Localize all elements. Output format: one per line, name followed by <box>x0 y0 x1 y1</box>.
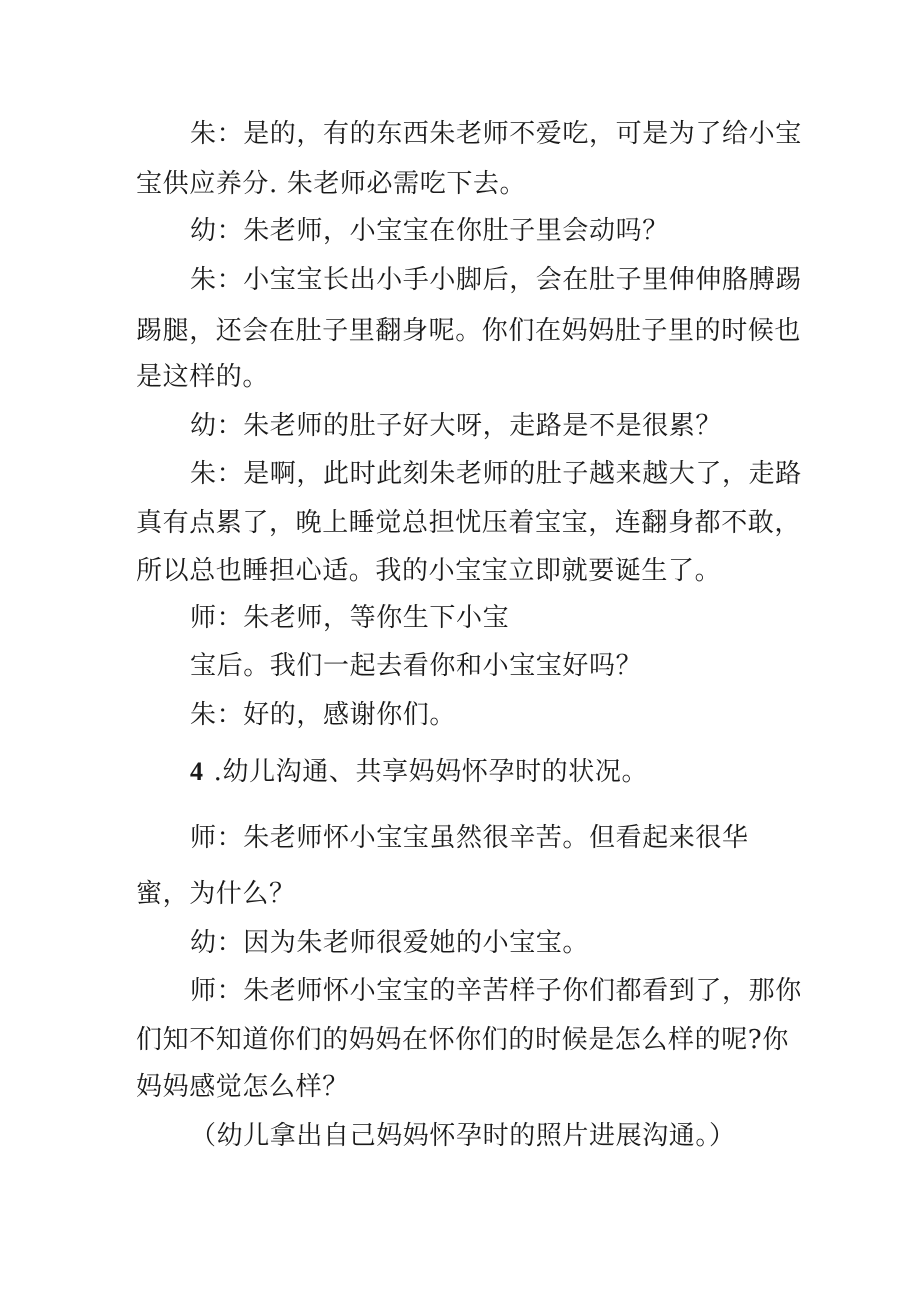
text-line: 朱：小宝宝长出小手小脚后，会在肚子里伸伸胳膊踢 <box>190 265 802 295</box>
section-heading <box>190 754 648 790</box>
text-line: 是这样的。 <box>136 362 270 392</box>
text-line: 蜜，为什么？ <box>136 879 296 909</box>
text-line: 宝供应养分. 朱老师必需吃下去。 <box>136 169 527 199</box>
text-line: 真有点累了，晚上睡觉总担忧压着宝宝，连翻身都不敢， <box>136 508 802 538</box>
text-line: 朱：是啊，此时此刻朱老师的肚子越来越大了，走路 <box>190 459 802 489</box>
text-line: 幼：因为朱老师很爱她的小宝宝。 <box>190 928 590 958</box>
section-number: 4 <box>190 757 204 786</box>
text-line: 踢腿，还会在肚子里翻身呢。你们在妈妈肚子里的时候也 <box>136 316 802 346</box>
text-line: 们知不知道你们的妈妈在怀你们的时候是怎么样的呢?你 <box>136 1025 789 1055</box>
text-line: 幼：朱老师的肚子好大呀，走路是不是很累？ <box>190 411 723 441</box>
text-line: 师：朱老师怀小宝宝的辛苦样子你们都看到了，那你 <box>190 976 802 1006</box>
text-line: 朱：是的，有的东西朱老师不爱吃，可是为了给小宝 <box>190 119 802 149</box>
text-line: 宝后。我们一起去看你和小宝宝好吗？ <box>190 651 643 681</box>
text-line: 幼：朱老师，小宝宝在你肚子里会动吗？ <box>190 216 669 246</box>
text-line: 所以总也睡担心适。我的小宝宝立即就要诞生了。 <box>136 556 722 586</box>
text-line: 朱：好的，感谢你们。 <box>190 700 457 730</box>
text-line: 妈妈感觉怎么样？ <box>136 1072 349 1102</box>
text-line: 师：朱老师怀小宝宝虽然很辛苦。但看起来很华 <box>190 823 749 853</box>
text-line: （幼儿拿出自己妈妈怀孕时的照片进展沟通。） <box>190 1121 736 1151</box>
text-line: 师：朱老师，等你生下小宝 <box>190 603 510 633</box>
section-title: .幼儿沟通、共享妈妈怀孕时的状况。 <box>213 757 649 787</box>
